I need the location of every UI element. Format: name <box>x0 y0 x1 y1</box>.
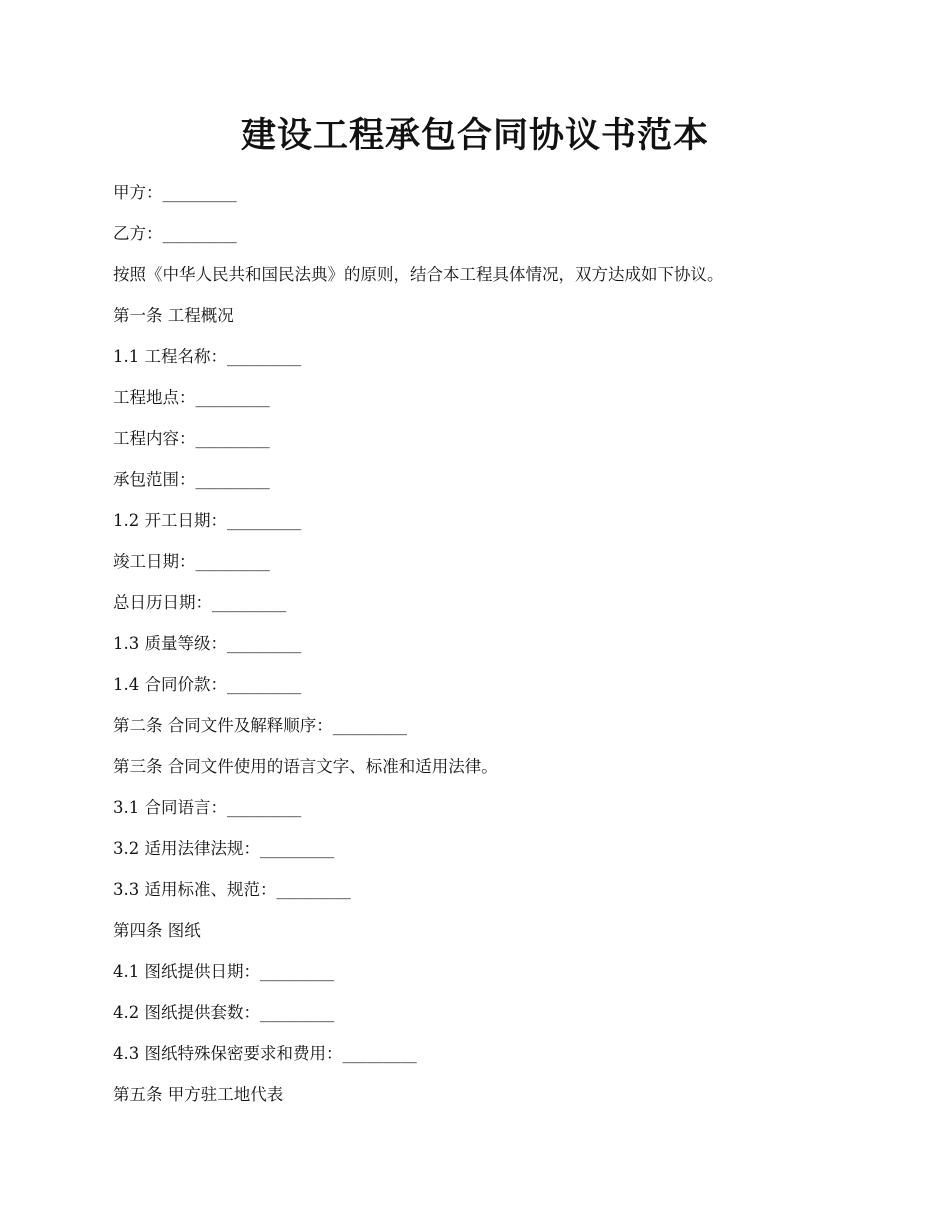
completion-date-line: 竣工日期：_________ <box>113 552 270 571</box>
applicable-law-line: 3.2 适用法律法规：_________ <box>113 839 335 858</box>
drawing-confidentiality-line: 4.3 图纸特殊保密要求和费用：_________ <box>113 1044 417 1063</box>
project-content-line: 工程内容：_________ <box>113 429 270 448</box>
article-4-heading: 第四条 图纸 <box>113 921 201 940</box>
applicable-standards-line: 3.3 适用标准、规范：_________ <box>113 880 351 899</box>
article-3-heading: 第三条 合同文件使用的语言文字、标准和适用法律。 <box>113 757 498 776</box>
contract-scope-line: 承包范围：_________ <box>113 470 270 489</box>
preamble-paragraph: 按照《中华人民共和国民法典》的原则，结合本工程具体情况，双方达成如下协议。 <box>113 265 724 284</box>
quality-grade-line: 1.3 质量等级：_________ <box>113 634 302 653</box>
document-title: 建设工程承包合同协议书范本 <box>240 115 709 156</box>
start-date-line: 1.2 开工日期：_________ <box>113 511 302 530</box>
article-1-heading: 第一条 工程概况 <box>113 306 234 325</box>
document-body <box>113 172 873 1115</box>
drawing-sets-line: 4.2 图纸提供套数：_________ <box>113 1003 335 1022</box>
project-location-line: 工程地点：_________ <box>113 388 270 407</box>
drawing-date-line: 4.1 图纸提供日期：_________ <box>113 962 335 981</box>
total-calendar-days-line: 总日历日期：_________ <box>113 593 287 612</box>
project-name-line: 1.1 工程名称：_________ <box>113 347 302 366</box>
article-5-heading: 第五条 甲方驻工地代表 <box>113 1085 284 1104</box>
article-2-heading: 第二条 合同文件及解释顺序：_________ <box>113 716 407 735</box>
contract-price-line: 1.4 合同价款：_________ <box>113 675 302 694</box>
contract-language-line: 3.1 合同语言：_________ <box>113 798 302 817</box>
party-b-line: 乙方：_________ <box>113 224 237 243</box>
party-a-line: 甲方：_________ <box>113 183 237 202</box>
